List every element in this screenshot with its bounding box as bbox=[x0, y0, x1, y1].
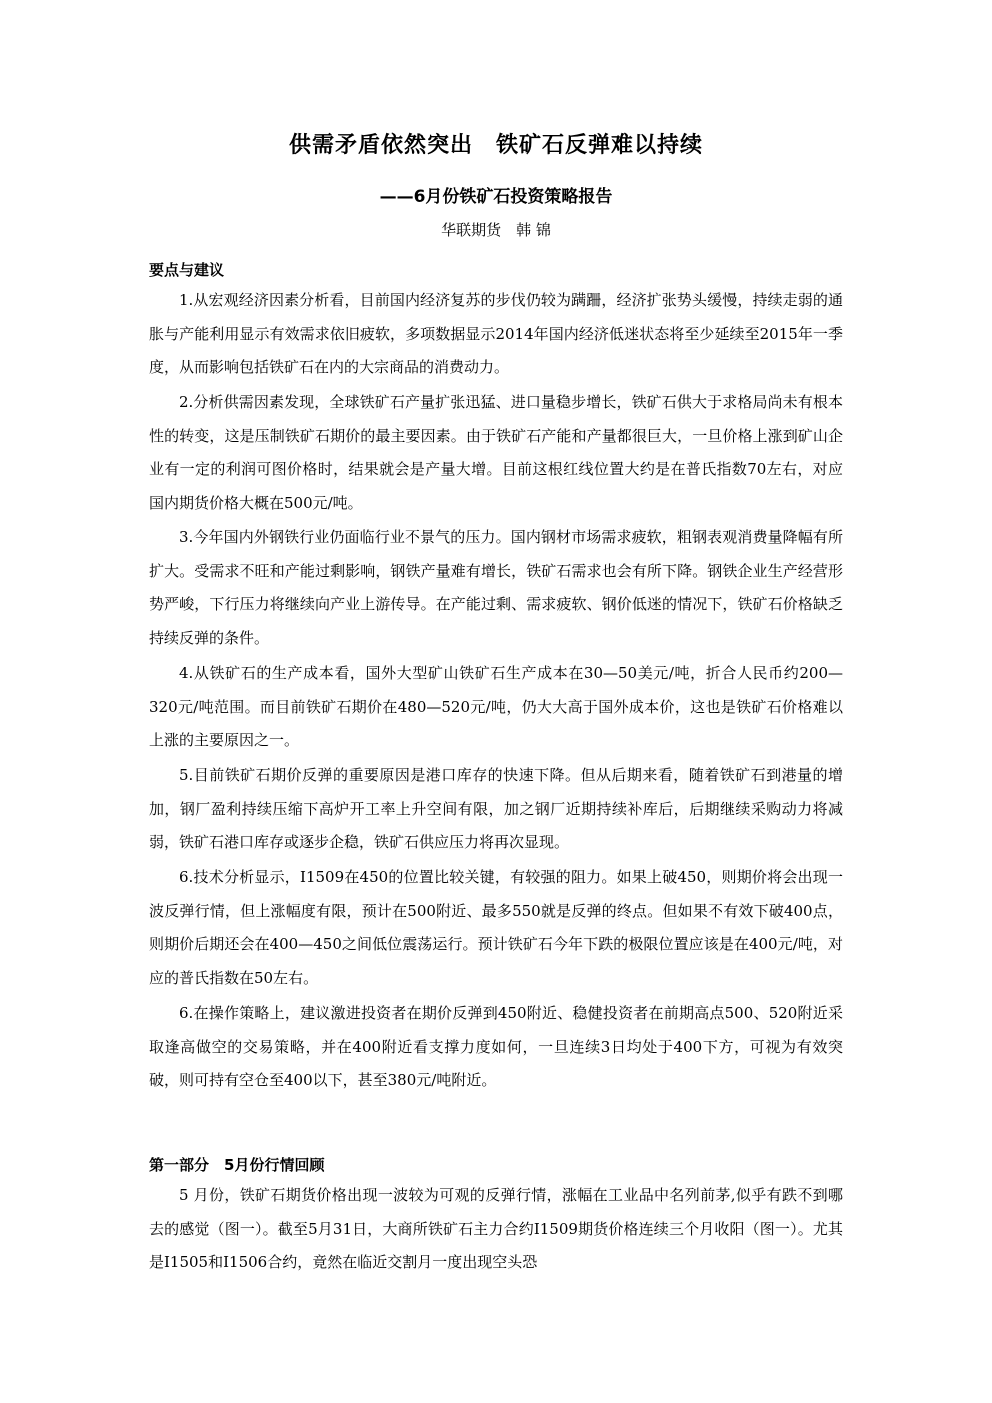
point-3: 3.今年国内外钢铁行业仍面临行业不景气的压力。国内钢材市场需求疲软，粗钢表观消费量降幅有所扩大。受需求不旺和产能过剩影响，钢铁产量难有增长，铁矿石需求也会有所下降。钢铁企业生产经营形势严峻，下行压力将继续向产业上游传导。在产能过剩、需求疲软、钢价低迷的情况下，铁矿石价格缺乏持续反弹的条件。 bbox=[149, 528, 843, 647]
report-author: 华联期货 韩 锦 bbox=[441, 221, 551, 239]
report-subtitle: ——6月份铁矿石投资策略报告 bbox=[379, 187, 613, 207]
point-2: 2.分析供需因素发现，全球铁矿石产量扩张迅猛、进口量稳步增长，铁矿石供大于求格局尚未有根本性的转变，这是压制铁矿石期价的最主要因素。由于铁矿石产能和产量都很巨大，一旦价格上涨到矿山企业有一定的利润可图价格时，结果就会是产量大增。目前这根红线位置大约是在普氏指数70左右，对应国内期货价格大概在500元/吨。 bbox=[149, 393, 843, 512]
point-1: 1.从宏观经济因素分析看，目前国内经济复苏的步伐仍较为蹒跚，经济扩张势头缓慢，持续走弱的通胀与产能利用显示有效需求依旧疲软，多项数据显示2014年国内经济低迷状态将至少延续至2015年一季度，从而影响包括铁矿石在内的大宗商品的消费动力。 bbox=[149, 291, 843, 377]
summary-heading: 要点与建议 bbox=[149, 261, 225, 279]
part1-heading: 第一部分 5月份行情回顾 bbox=[149, 1156, 325, 1174]
report-title: 供需矛盾依然突出 铁矿石反弹难以持续 bbox=[288, 133, 703, 158]
part1-paragraph: 5 月份，铁矿石期货价格出现一波较为可观的反弹行情，涨幅在工业品中名列前茅,似乎有跌不到哪去的感觉（图一）。截至5月31日，大商所铁矿石主力合约I1509期货价格连续三个月收阳（图一）。尤其是I1505和I1506合约，竟然在临近交割月一度出现空头恐 bbox=[149, 1186, 843, 1272]
point-6: 6.技术分析显示，I1509在450的位置比较关键，有较强的阻力。如果上破450，则期价将会出现一波反弹行情，但上涨幅度有限，预计在500附近、最多550就是反弹的终点。但如果不有效下破400点，则期价后期还会在400—450之间低位震荡运行。预计铁矿石今年下跌的极限位置应该是在400元/吨，对应的普氏指数在50左右。 bbox=[149, 868, 843, 987]
point-5: 5.目前铁矿石期价反弹的重要原因是港口库存的快速下降。但从后期来看，随着铁矿石到港量的增加，钢厂盈利持续压缩下高炉开工率上升空间有限，加之钢厂近期持续补库后，后期继续采购动力将减弱，铁矿石港口库存或逐步企稳，铁矿石供应压力将再次显现。 bbox=[149, 766, 843, 852]
point-4: 4.从铁矿石的生产成本看，国外大型矿山铁矿石生产成本在30—50美元/吨，折合人民币约200—320元/吨范围。而目前铁矿石期价在480—520元/吨，仍大大高于国外成本价，这也是铁矿石价格难以上涨的主要原因之一。 bbox=[149, 664, 843, 750]
point-7: 6.在操作策略上，建议激进投资者在期价反弹到450附近、稳健投资者在前期高点500、520附近采取逢高做空的交易策略，并在400附近看支撑力度如何，一旦连续3日均处于400下方，可视为有效突破，则可持有空仓至400以下，甚至380元/吨附近。 bbox=[149, 1004, 843, 1090]
